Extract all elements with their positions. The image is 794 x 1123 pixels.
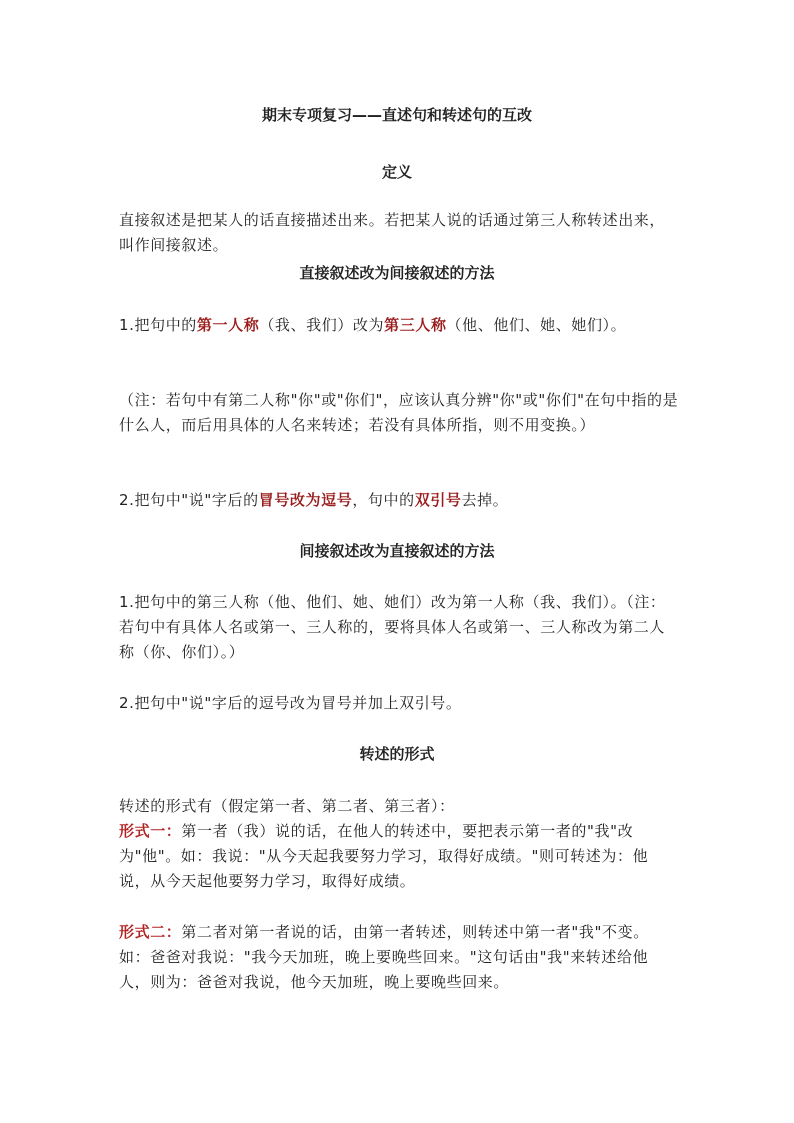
- direct-to-indirect-heading: 直接叙述改为间接叙述的方法: [299, 264, 495, 282]
- double-quotes-term: 双引号: [414, 491, 462, 509]
- form-one: [119, 819, 679, 894]
- rule-2-prefix: 2.把句中"说"字后的: [119, 491, 259, 509]
- indirect-to-direct-rule-1: 1.把句中的第三人称（他、他们、她、她们）改为第一人称（我、我们）。（注：若句中有具体人名或第一、三人称的，要将具体人名或第一、三人称改为第二人称（你、你们）。）: [119, 593, 666, 661]
- first-person-term: 第一人称: [196, 316, 260, 334]
- direct-to-indirect-note: （注：若句中有第二人称"你"或"你们"，应该认真分辨"你"或"你们"在句中指的是什么人，而后用具体的人名来转述；若没有具体所指，则不用变换。）: [119, 391, 679, 434]
- form-one-label: 形式一：: [119, 822, 182, 840]
- rule-1-suffix: （他、他们、她、她们）。: [446, 316, 627, 334]
- definition-text: 直接叙述是把某人的话直接描述出来。若把某人说的话通过第三人称转述出来，叫作间接叙述。: [119, 211, 666, 254]
- forms-intro: 转述的形式有（假定第一者、第二者、第三者）：: [119, 797, 455, 815]
- indirect-to-direct-rule-2: 2.把句中"说"字后的逗号改为冒号并加上双引号。: [119, 694, 462, 712]
- third-person-term: 第三人称: [384, 316, 447, 334]
- rule-2-mid: ，句中的: [352, 491, 415, 509]
- rule-1-mid: （我、我们）改为: [259, 316, 385, 334]
- form-two: [119, 920, 679, 995]
- direct-to-indirect-rule-2: [119, 488, 679, 513]
- page-title: 期末专项复习——直述句和转述句的互改: [261, 106, 532, 124]
- rule-1-prefix: 1.把句中的: [119, 316, 197, 334]
- definition-heading: 定义: [381, 163, 412, 181]
- direct-to-indirect-rule-1: [119, 313, 679, 338]
- indirect-to-direct-heading: 间接叙述改为直接叙述的方法: [299, 542, 495, 560]
- form-two-label: 形式二：: [119, 923, 182, 941]
- colon-to-comma-term: 冒号改为逗号: [258, 491, 353, 509]
- form-two-text: 第二者对第一者说的话，由第一者转述，则转述中第一者"我"不变。如：爸爸对我说："我今天加班，晚上要晚些回来。"这句话由"我"来转述给他人，则为：爸爸对我说，他今天加班，晚上要晚些回来。: [119, 923, 649, 991]
- form-one-text: 第一者（我）说的话，在他人的转述中，要把表示第一者的"我"改为"他"。如：我说："从今天起我要努力学习，取得好成绩。"则可转述为：他说，从今天起他要努力学习，取得好成绩。: [119, 822, 649, 890]
- forms-heading: 转述的形式: [359, 745, 435, 763]
- rule-2-suffix: 去掉。: [461, 491, 509, 509]
